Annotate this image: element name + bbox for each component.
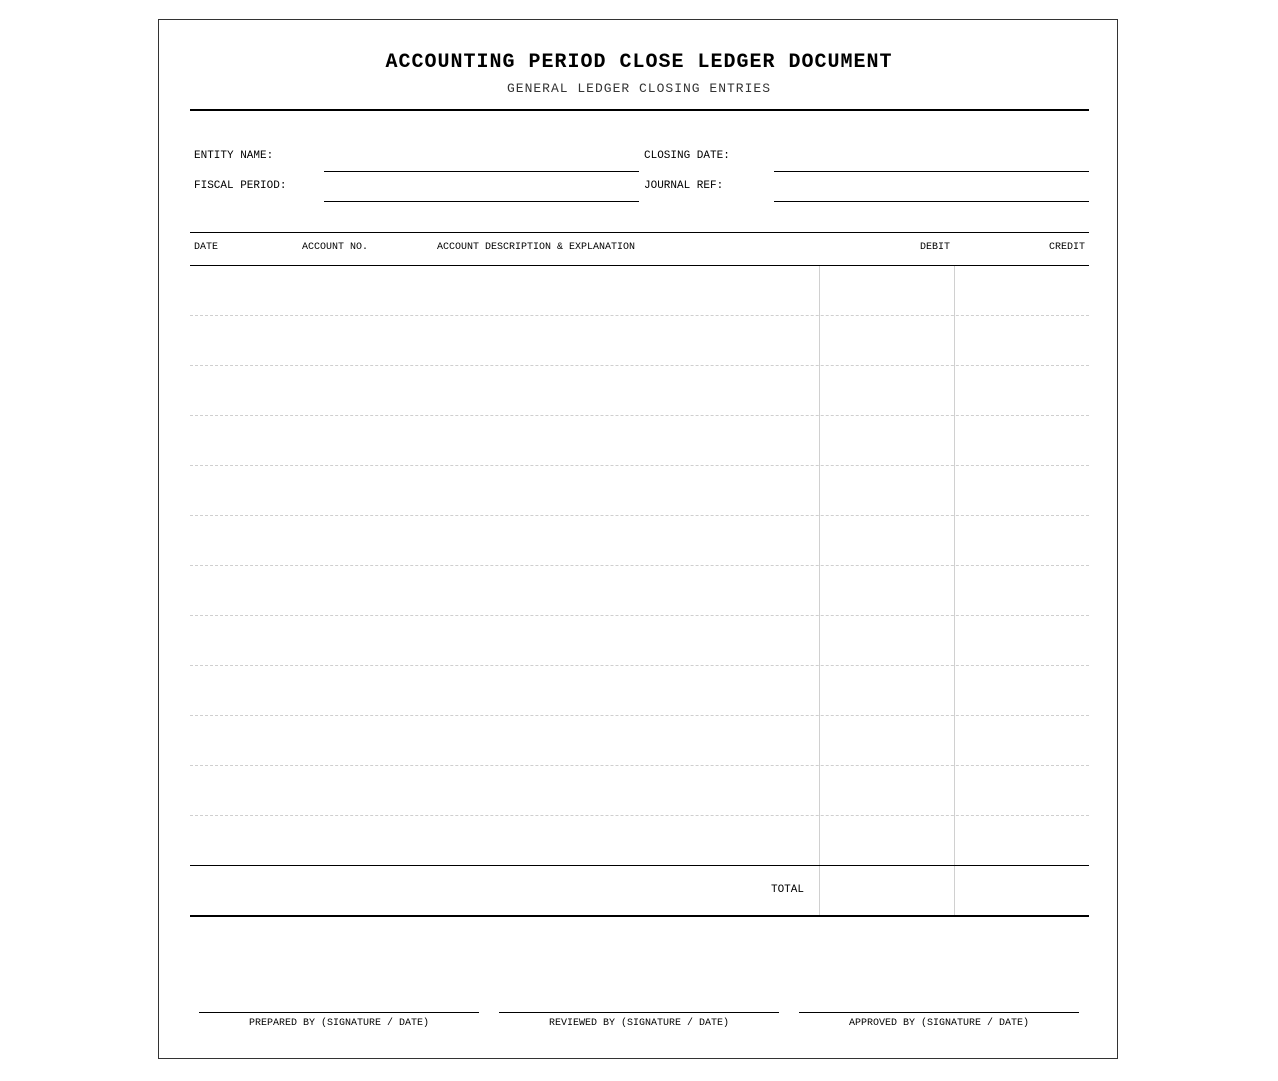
closing-date-field[interactable] (774, 171, 1089, 172)
fiscal-period-field[interactable] (324, 201, 639, 202)
header-divider (190, 109, 1089, 111)
entity-name-field[interactable] (324, 171, 639, 172)
col-date: DATE (194, 242, 219, 253)
approved-by-signature-line[interactable] (799, 1012, 1079, 1013)
credit-column-divider (954, 266, 955, 916)
journal-ref-label: JOURNAL REF: (644, 180, 724, 192)
col-account-no: ACCOUNT NO. (302, 242, 369, 253)
journal-ref-field[interactable] (774, 201, 1089, 202)
document-title: ACCOUNTING PERIOD CLOSE LEDGER DOCUMENT (385, 51, 893, 74)
col-credit: CREDIT (1048, 242, 1085, 253)
total-top-rule (190, 865, 1089, 866)
document-subtitle: GENERAL LEDGER CLOSING ENTRIES (506, 81, 772, 96)
debit-column-divider (819, 266, 820, 916)
reviewed-by-label: REVIEWED BY (SIGNATURE / DATE) (548, 1018, 730, 1029)
reviewed-by-signature-line[interactable] (499, 1012, 779, 1013)
prepared-by-signature-line[interactable] (199, 1012, 479, 1013)
approved-by-label: APPROVED BY (SIGNATURE / DATE) (848, 1018, 1030, 1029)
fiscal-period-label: FISCAL PERIOD: (194, 180, 287, 192)
entity-name-label: ENTITY NAME: (194, 150, 274, 162)
total-bottom-rule (190, 915, 1089, 917)
table-top-rule (190, 232, 1089, 233)
ledger-document (158, 19, 1118, 1059)
prepared-by-label: PREPARED BY (SIGNATURE / DATE) (248, 1018, 430, 1029)
col-account-description: ACCOUNT DESCRIPTION & EXPLANATION (437, 242, 636, 253)
total-label: TOTAL (770, 884, 804, 896)
col-debit: DEBIT (919, 242, 950, 253)
closing-date-label: CLOSING DATE: (644, 150, 730, 162)
